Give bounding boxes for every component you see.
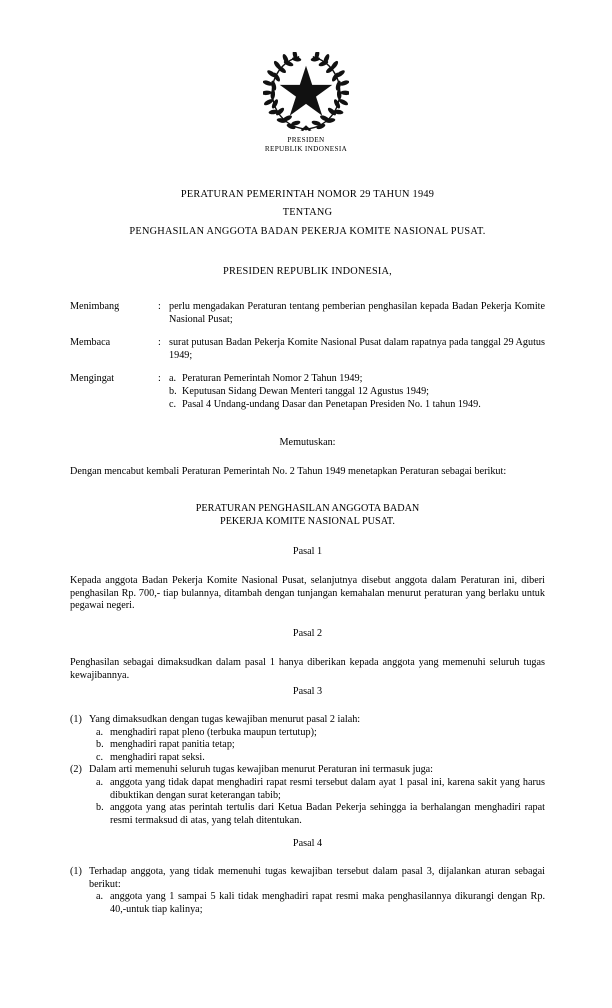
- article-clause-list: [70, 714, 545, 827]
- list-item-text: Keputusan Sidang Dewan Menteri tanggal 12 Agustus 1949;: [182, 385, 430, 397]
- list-item-marker: c.: [169, 398, 177, 410]
- pasal-1-heading: [70, 546, 545, 559]
- regulation-title: [70, 503, 545, 528]
- considerans-row-mengingat: [70, 373, 545, 411]
- clause-lead-text: Terhadap anggota, yang tidak memenuhi tugas kewajiban tersebut dalam pasal 3, dijalankan aturan sebagai berikut:: [89, 866, 545, 890]
- revocation-text: Dengan mencabut kembali Peraturan Pemerintah No. 2 Tahun 1949 menetapkan Peraturan sebagai berikut:: [70, 466, 507, 477]
- list-item-text: anggota yang 1 sampai 5 kali tidak menghadiri rapat resmi maka penghasilannya dikurangi dengan Rp. 40,-untuk tiap kalinya;: [110, 891, 545, 915]
- list-item-text: Peraturan Pemerintah Nomor 2 Tahun 1949;: [182, 373, 363, 385]
- clause-marker: (2): [70, 764, 82, 776]
- title-subject: PENGHASILAN ANGGOTA BADAN PEKERJA KOMITE NASIONAL PUSAT.: [129, 225, 486, 237]
- pasal-1-body: [70, 575, 545, 613]
- article-heading-label: Pasal 4: [292, 838, 323, 849]
- list-item: [96, 739, 545, 752]
- list-item-text: menghadiri rapat panitia tetap;: [110, 739, 235, 751]
- pasal-4-body: [70, 866, 545, 916]
- considerans-text: perlu mengadakan Peraturan tentang pemberian penghasilan kepada Badan Pekerja Komite Nasional Pusat;: [169, 301, 545, 325]
- considerans-colon: :: [158, 337, 161, 349]
- list-item: [96, 752, 545, 765]
- considerans-list: [169, 373, 545, 411]
- decision-heading-label: Memutuskan:: [279, 437, 336, 448]
- list-item: [169, 373, 545, 386]
- article-clause: [70, 764, 545, 827]
- article-clause: [70, 714, 545, 764]
- considerans-body: [169, 301, 545, 326]
- list-item-text: Pasal 4 Undang-undang Dasar dan Penetapan Presiden No. 1 tahun 1949.: [182, 398, 481, 410]
- article-heading-label: Pasal 1: [292, 546, 323, 557]
- clause-body: [89, 866, 545, 916]
- emblem-caption-line1: PRESIDEN: [287, 136, 325, 144]
- list-item-marker: b.: [96, 739, 104, 751]
- list-item-marker: a.: [96, 891, 104, 903]
- clause-lead-text: Yang dimaksudkan dengan tugas kewajiban menurut pasal 2 ialah:: [89, 714, 361, 725]
- list-item: [96, 802, 545, 827]
- considerans-colon: :: [158, 373, 161, 385]
- clause-marker: (1): [70, 866, 82, 877]
- considerans-text: surat putusan Badan Pekerja Komite Nasional Pusat dalam rapatnya pada tanggal 29 Agutus 1949;: [169, 337, 545, 361]
- considerans-row-membaca: [70, 337, 545, 362]
- article-heading-label: Pasal 3: [292, 686, 323, 697]
- revocation-paragraph: [70, 466, 545, 479]
- pasal-2-body: [70, 657, 545, 682]
- title-connector: TENTANG: [282, 207, 333, 219]
- emblem-caption: [0, 136, 612, 155]
- clause-marker: (1): [70, 714, 82, 725]
- list-item-text: menghadiri rapat seksi.: [110, 751, 205, 763]
- list-item-marker: b.: [96, 802, 104, 814]
- authority-label: PRESIDEN REPUBLIK INDONESIA,: [223, 266, 392, 277]
- considerans-body: [169, 337, 545, 362]
- list-item-marker: a.: [96, 776, 104, 788]
- list-item-text: menghadiri rapat pleno (terbuka maupun tertutup);: [110, 726, 317, 738]
- list-item-marker: c.: [96, 751, 104, 763]
- list-item-marker: b.: [169, 385, 177, 397]
- considerans-row-menimbang: [70, 301, 545, 326]
- list-item-marker: a.: [96, 726, 104, 738]
- list-item: [169, 386, 545, 399]
- considerans-section: [70, 301, 545, 422]
- considerans-label: Membaca: [70, 337, 111, 349]
- clause-lead-text: Dalam arti memenuhi seluruh tugas kewajiban menurut Peraturan ini termasuk juga:: [89, 764, 434, 776]
- clause-subitem-list: [89, 777, 545, 827]
- considerans-label: Mengingat: [70, 373, 115, 385]
- emblem-block: [0, 0, 612, 155]
- regulation-title-line1: PERATURAN PENGHASILAN ANGGOTA BADAN: [195, 503, 420, 514]
- article-heading-label: Pasal 2: [292, 628, 323, 639]
- pasal-3-body: [70, 714, 545, 827]
- emblem-caption-line2: REPUBLIK INDONESIA: [264, 145, 348, 154]
- clause-body: [89, 764, 545, 827]
- considerans-body: [169, 373, 545, 411]
- list-item: [169, 399, 545, 412]
- considerans-colon: :: [158, 301, 161, 312]
- list-item-text: anggota yang tidak dapat menghadiri rapat resmi tersebut dalam ayat 1 pasal ini, karena sakit yang harus dibuktikan dengan surat keterangan tabib;: [110, 776, 545, 801]
- list-item: [96, 891, 545, 916]
- article-text: Penghasilan sebagai dimaksudkan dalam pasal 1 hanya diberikan kepada anggota yang memenuhi seluruh tugas kewajibannya.: [70, 657, 545, 681]
- list-item-text: anggota yang atas perintah tertulis dari Ketua Badan Pekerja sehingga ia berhalangan menghadiri rapat resmi termaksud di atas, yang telah ditentukan.: [110, 802, 545, 826]
- page-title: PERATURAN PEMERINTAH NOMOR 29 TAHUN 1949: [180, 189, 435, 200]
- article-clause: [70, 866, 545, 916]
- article-clause-list: [70, 866, 545, 916]
- pasal-2-heading: [70, 628, 545, 641]
- issuing-authority: [70, 263, 545, 281]
- clause-subitem-list: [89, 727, 545, 765]
- pasal-3-heading: [70, 686, 545, 699]
- list-item: [96, 777, 545, 802]
- article-text: Kepada anggota Badan Pekerja Komite Nasional Pusat, selanjutnya disebut anggota dalam Peraturan ini, diberi penghasilan Rp. 700,- tiap bulannya, ditambah dengan tunjangan kemahalan menurut peraturan yang berlaku untuk pegawai negeri.: [70, 575, 545, 612]
- clause-body: [89, 714, 545, 764]
- pasal-4-heading: [70, 838, 545, 851]
- document-header: [70, 186, 545, 241]
- regulation-title-line2: PEKERJA KOMITE NASIONAL PUSAT.: [220, 515, 395, 527]
- list-item-marker: a.: [169, 373, 177, 385]
- decision-heading: [70, 437, 545, 450]
- considerans-label: Menimbang: [70, 301, 120, 312]
- list-item: [96, 727, 545, 740]
- clause-subitem-list: [89, 891, 545, 916]
- indonesian-presidential-seal-icon: [263, 52, 349, 132]
